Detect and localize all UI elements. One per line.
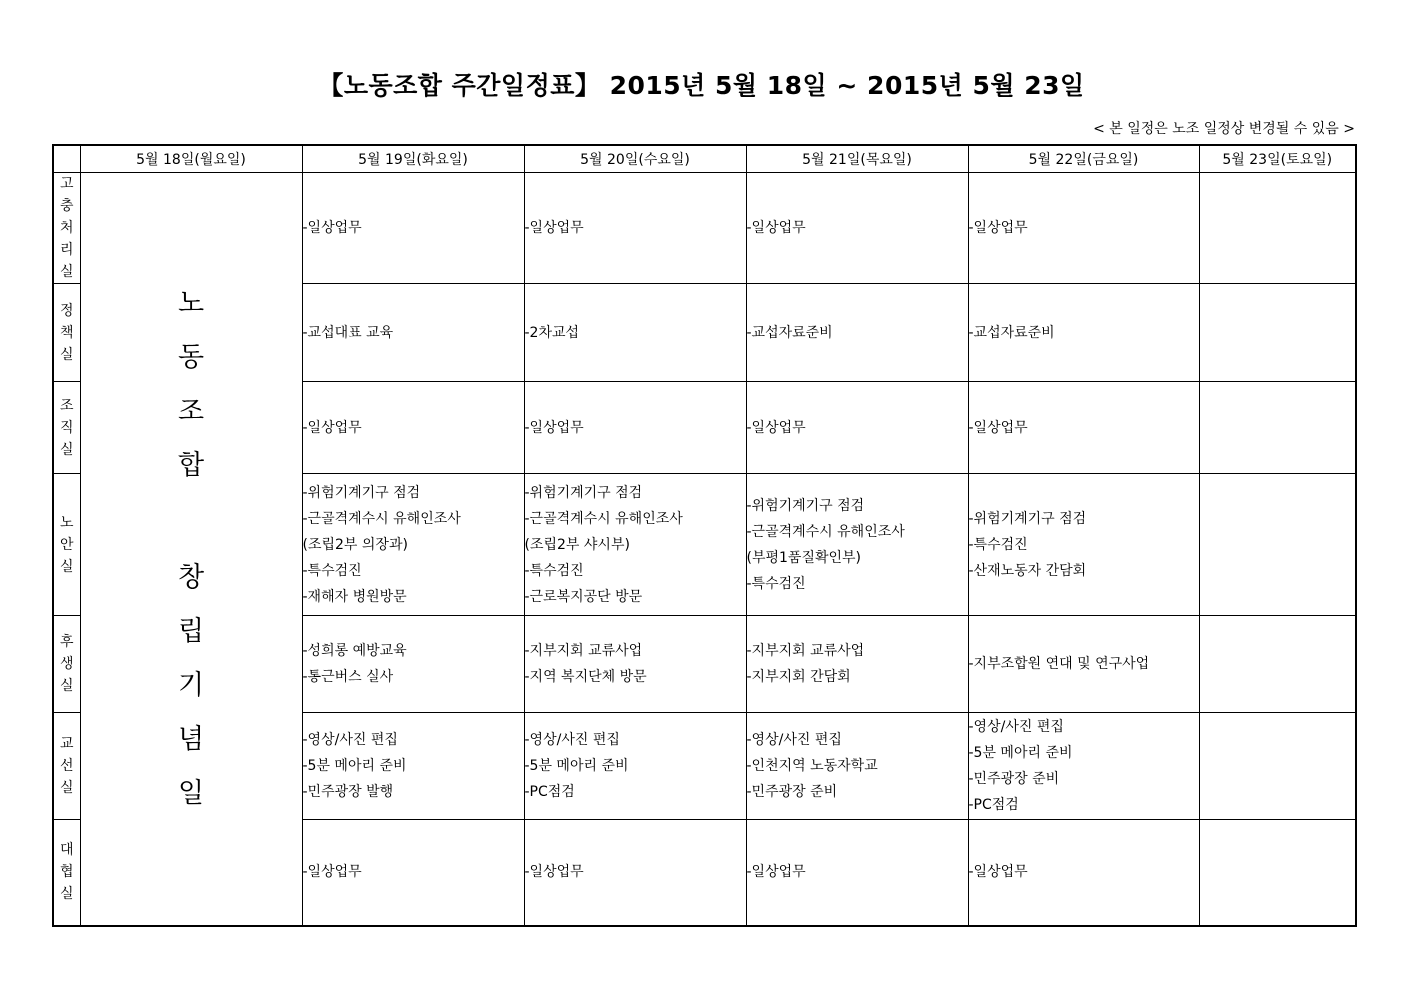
department-name-char: 선 [59,758,74,774]
department-name-char: 교 [59,736,74,752]
schedule-item: -일상업무 [302,864,362,881]
department-name-char: 실 [59,886,74,903]
schedule-item: -위험기계기구 점검 [968,510,1087,527]
department-name-char: 고 [59,176,74,192]
schedule-cell [746,382,968,474]
schedule-item: -민주광장 준비 [746,784,838,800]
banner-char: 념 [177,723,205,755]
schedule-item: -5분 메아리 준비 [302,758,407,774]
schedule-cell [302,713,524,820]
schedule-item: -영상/사진 편집 [524,732,620,748]
schedule-item: -성희롱 예방교육 [302,643,407,659]
banner-char: 창 [177,561,205,593]
schedule-cell [524,284,746,382]
schedule-cell [968,820,1199,926]
schedule-cell [1199,474,1356,616]
department-name-char: 직 [59,419,74,436]
schedule-cell [302,173,524,284]
schedule-item: -5분 메아리 준비 [524,758,629,774]
schedule-item: -일상업무 [524,864,584,881]
header-row [53,145,1356,173]
schedule-cell [746,173,968,284]
banner-char: 조 [177,395,205,427]
schedule-cell [746,284,968,382]
schedule-cell [746,474,968,616]
schedule-item: -위험기계기구 점검 [746,497,865,514]
anniversary-banner [80,173,302,926]
department-name-char: 실 [59,780,74,796]
department-name [53,820,80,926]
schedule-cell [1199,173,1356,284]
schedule-item: -지부지회 교류사업 [524,643,643,659]
schedule-cell [524,820,746,926]
department-name-char: 리 [59,242,74,258]
department-name-char: 대 [59,842,74,859]
schedule-item: -PC점검 [524,784,575,800]
schedule-item: -재해자 병원방문 [302,588,407,605]
schedule-cell [968,616,1199,713]
page-title: 【노동조합 주간일정표】 2015년 5월 18일 ~ 2015년 5월 23일 [318,71,1085,100]
department-name [53,616,80,713]
schedule-cell [524,382,746,474]
schedule-cell [746,616,968,713]
department-name-char: 실 [59,558,74,575]
department-name [53,284,80,382]
schedule-cell [302,820,524,926]
department-name-char: 실 [59,346,74,363]
schedule-item: -일상업무 [968,864,1028,881]
schedule-cell [968,474,1199,616]
schedule-item: -특수검진 [968,536,1028,553]
schedule-item: -영상/사진 편집 [746,732,842,748]
schedule-cell [524,173,746,284]
department-name-char: 실 [59,264,74,280]
schedule-cell [302,284,524,382]
department-name-char: 정 [59,302,74,319]
corner-cell [53,145,80,173]
schedule-item: -특수검진 [524,562,584,579]
schedule-cell [746,820,968,926]
department-name-char: 책 [59,324,74,341]
schedule-item: -지부조합원 연대 및 연구사업 [968,656,1150,672]
department-name-char: 안 [59,536,74,553]
banner-char: 동 [177,341,205,373]
schedule-item: -지역 복지단체 방문 [524,669,647,685]
schedule-item: -특수검진 [746,575,806,592]
schedule-item: (조립2부 의장과) [302,536,408,553]
schedule-item: -근로복지공단 방문 [524,588,643,605]
schedule-item: (조립2부 샤시부) [524,536,630,553]
schedule-cell [968,713,1199,820]
department-name-char: 충 [59,198,74,214]
schedule-item: -일상업무 [746,419,806,436]
department-name-char: 후 [59,634,74,650]
schedule-cell [302,382,524,474]
schedule-item: -PC점검 [968,797,1019,813]
schedule-item: -특수검진 [302,562,362,579]
schedule-item: -근골격계수시 유해인조사 [302,510,461,527]
schedule-item: -영상/사진 편집 [302,732,398,748]
department-name [53,382,80,474]
schedule-item: -일상업무 [524,220,584,236]
schedule-cell [746,713,968,820]
department-name-char: 협 [59,864,74,881]
banner-char: 노 [177,287,205,319]
schedule-item: -민주광장 발행 [302,784,394,800]
schedule-item: (부평1품질확인부) [746,549,861,566]
schedule-item: -5분 메아리 준비 [968,745,1073,761]
schedule-cell [968,173,1199,284]
department-name-char: 처 [59,220,74,236]
department-name-char: 실 [59,678,74,694]
schedule-cell [302,616,524,713]
department-name-char: 실 [59,441,74,458]
department-name [53,474,80,616]
department-name [53,173,80,284]
schedule-item: -일상업무 [968,419,1028,436]
schedule-item: -지부지회 간담회 [746,669,851,685]
day-header: 5월 18일(월요일) [80,145,302,173]
department-name [53,713,80,820]
schedule-cell [302,474,524,616]
schedule-item: -통근버스 실사 [302,669,394,685]
department-name-char: 조 [59,397,74,414]
day-header: 5월 19일(화요일) [302,145,524,173]
schedule-cell [524,713,746,820]
schedule-item: -근골격계수시 유해인조사 [746,523,905,540]
schedule-item: -일상업무 [302,220,362,236]
schedule-cell [1199,616,1356,713]
banner-char [81,493,302,551]
schedule-item: -인천지역 노동자학교 [746,758,878,774]
department-row [53,173,1356,284]
schedule-cell [968,284,1199,382]
schedule-cell [968,382,1199,474]
schedule-item: -교섭대표 교육 [302,324,394,341]
schedule-item: -영상/사진 편집 [968,719,1064,735]
schedule-item: -민주광장 준비 [968,771,1060,787]
schedule-cell [524,616,746,713]
department-name-char: 생 [59,656,74,672]
schedule-cell [1199,713,1356,820]
day-header: 5월 22일(금요일) [968,145,1199,173]
day-header: 5월 20일(수요일) [524,145,746,173]
schedule-item: -일상업무 [746,220,806,236]
banner-char: 립 [177,615,205,647]
banner-char: 일 [177,777,205,809]
schedule-cell [1199,820,1356,926]
department-name-char: 노 [59,514,74,531]
schedule-item: -일상업무 [524,419,584,436]
schedule-item: -일상업무 [968,220,1028,236]
weekly-schedule-table [52,144,1357,927]
schedule-item: -교섭자료준비 [746,324,833,341]
schedule-item: -위험기계기구 점검 [524,484,643,501]
schedule-cell [524,474,746,616]
banner-char: 기 [177,669,205,701]
schedule-item: -위험기계기구 점검 [302,484,421,501]
schedule-item: -근골격계수시 유해인조사 [524,510,683,527]
schedule-cell [1199,284,1356,382]
schedule-item: -일상업무 [302,419,362,436]
schedule-item: -교섭자료준비 [968,324,1055,341]
schedule-cell [1199,382,1356,474]
day-header: 5월 23일(토요일) [1199,145,1356,173]
schedule-item: -지부지회 교류사업 [746,643,865,659]
day-header: 5월 21일(목요일) [746,145,968,173]
schedule-note: < 본 일정은 노조 일정상 변경될 수 있음 > [1093,121,1355,137]
schedule-item: -일상업무 [746,864,806,881]
schedule-item: -2차교섭 [524,324,580,341]
schedule-item: -산재노동자 간담회 [968,562,1087,579]
banner-char: 합 [177,449,205,481]
